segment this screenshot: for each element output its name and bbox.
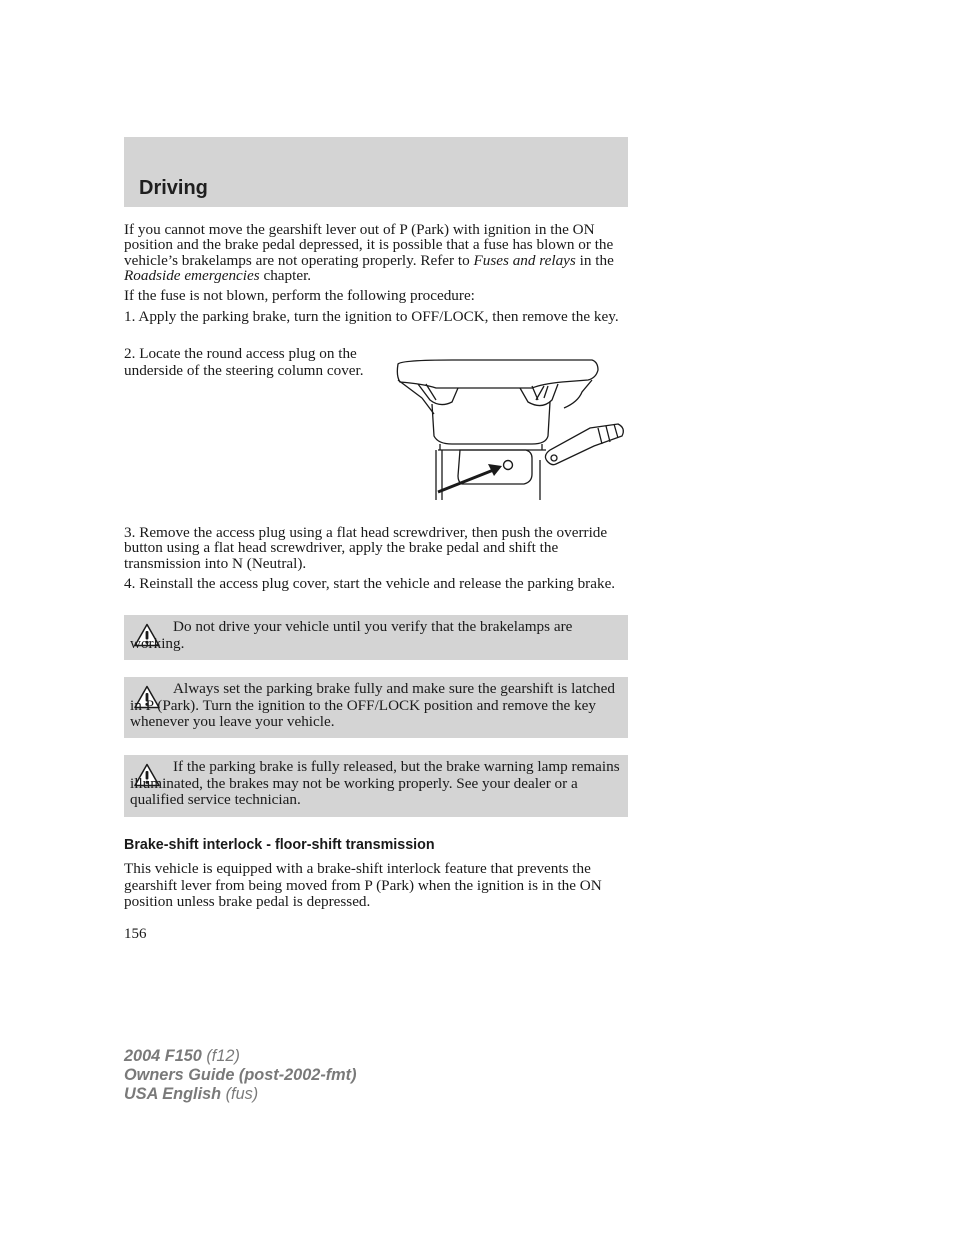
page-number: 156 [124,926,147,942]
footer-guide: Owners Guide (post-2002-fmt) [124,1066,357,1084]
warning-text: Do not drive your vehicle until you verify that the brakelamps are working. [130,618,573,652]
warning-box-brakelamps [124,615,628,660]
footer-line-2 [124,1066,357,1085]
footer-line-1 [124,1047,357,1066]
footer-model: 2004 F150 [124,1047,202,1065]
warning-box-parking-brake [124,677,628,738]
intro-text-3: chapter. [259,267,312,285]
warning-box-brake-lamp [124,755,628,817]
section-title: Driving [139,177,208,199]
footer-language: USA English [124,1085,222,1103]
footer-model-code: (f12) [206,1047,240,1065]
footer-language-code: (fus) [225,1085,259,1103]
footer-line-3 [124,1085,357,1104]
section-body: This vehicle is equipped with a brake-shift interlock feature that prevents the gearshift lever from being moved from P (Park) when the ignition is in the ON position unless brake pedal is depressed. [124,860,602,910]
document-footer [124,1047,357,1104]
section-header-band [124,137,628,207]
intro-text-2: in the [575,251,614,269]
procedure-intro: If the fuse is not blown, perform the following procedure: [124,287,475,304]
step-1: 1. Apply the parking brake, turn the ignition to OFF/LOCK, then remove the key. [124,308,619,325]
warning-text: Always set the parking brake fully and make sure the gearshift is latched in P (Park). Turn the ignition to the OFF/LOCK position and remove the key whenever you leave your vehicle. [130,680,615,730]
intro-paragraph [124,222,628,284]
intro-reference-roadside: Roadside emergencies [124,267,260,285]
step-4: 4. Reinstall the access plug cover, start the vehicle and release the parking brake. [124,575,616,592]
step-3: 3. Remove the access plug using a flat head screwdriver, then push the override button using a flat head screwdriver, apply the brake pedal and shift the transmission into N (Neutral). [124,524,608,572]
warning-text: If the parking brake is fully released, but the brake warning lamp remains illuminated, the brakes may not be working properly. See your dealer or a qualified service technician. [130,758,620,808]
section-heading: Brake-shift interlock - floor-shift transmission [124,837,435,853]
intro-reference-fuses: Fuses and relays [473,251,576,269]
step-2: 2. Locate the round access plug on the underside of the steering column cover. [124,345,364,379]
steering-column-illustration [392,352,630,502]
intro-text-1: If you cannot move the gearshift lever out of P (Park) with ignition in the ON position and the brake pedal depressed, it is possible that a fuse has blown or the vehicle’s brakelamps are not operating properly. Refer to [124,221,614,269]
